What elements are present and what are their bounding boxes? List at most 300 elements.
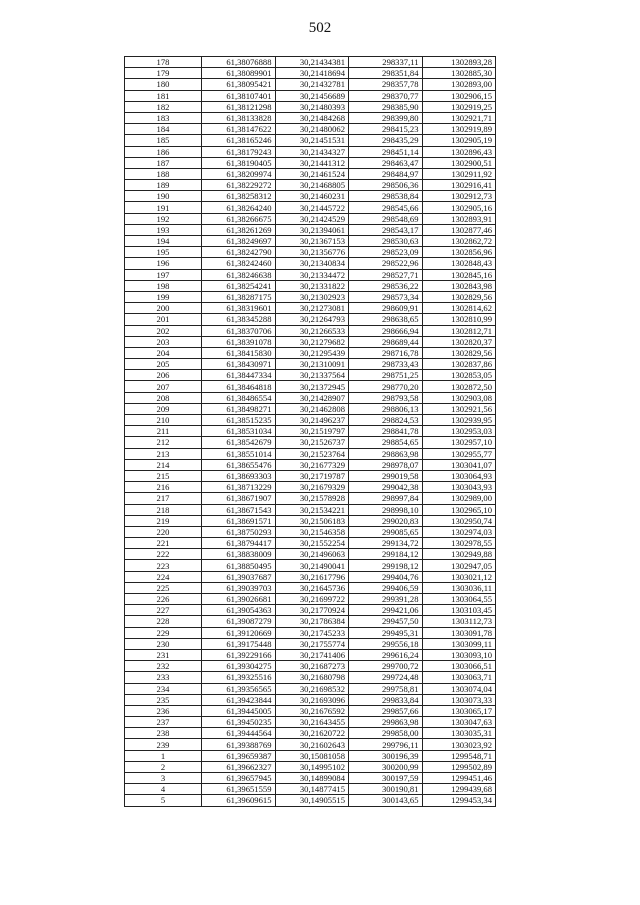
y-coordinate-cell: 1303091,78 <box>422 627 496 638</box>
table-row <box>125 124 496 135</box>
y-coordinate-cell: 1299453,34 <box>422 795 496 806</box>
x-coordinate-cell: 299858,00 <box>349 728 423 739</box>
table-row <box>125 549 496 560</box>
x-coordinate-cell: 299085,65 <box>349 526 423 537</box>
y-coordinate-cell: 1303043,93 <box>422 482 496 493</box>
y-coordinate-cell: 1303021,12 <box>422 571 496 582</box>
x-coordinate-cell: 298548,69 <box>349 213 423 224</box>
table-row <box>125 213 496 224</box>
y-coordinate-cell: 1303073,33 <box>422 694 496 705</box>
y-coordinate-cell: 1303063,71 <box>422 672 496 683</box>
longitude-cell: 30,21693096 <box>275 694 349 705</box>
table-row <box>125 146 496 157</box>
point-number-cell: 235 <box>125 694 202 705</box>
point-number-cell: 200 <box>125 303 202 314</box>
x-coordinate-cell: 298506,36 <box>349 180 423 191</box>
x-coordinate-cell: 298337,11 <box>349 57 423 68</box>
x-coordinate-cell: 300200,99 <box>349 761 423 772</box>
x-coordinate-cell: 299457,50 <box>349 616 423 627</box>
y-coordinate-cell: 1302820,37 <box>422 336 496 347</box>
latitude-cell: 61,38261269 <box>202 224 276 235</box>
point-number-cell: 214 <box>125 459 202 470</box>
longitude-cell: 30,21367153 <box>275 236 349 247</box>
longitude-cell: 30,21645736 <box>275 582 349 593</box>
y-coordinate-cell: 1302939,95 <box>422 415 496 426</box>
y-coordinate-cell: 1302893,28 <box>422 57 496 68</box>
table-row <box>125 381 496 392</box>
y-coordinate-cell: 1302893,91 <box>422 213 496 224</box>
y-coordinate-cell: 1299439,68 <box>422 784 496 795</box>
latitude-cell: 61,38391078 <box>202 336 276 347</box>
latitude-cell: 61,39388769 <box>202 739 276 750</box>
longitude-cell: 30,21680798 <box>275 672 349 683</box>
x-coordinate-cell: 298536,22 <box>349 280 423 291</box>
latitude-cell: 61,38655476 <box>202 459 276 470</box>
x-coordinate-cell: 298484,97 <box>349 168 423 179</box>
point-number-cell: 237 <box>125 717 202 728</box>
table-row <box>125 426 496 437</box>
latitude-cell: 61,39229166 <box>202 649 276 660</box>
latitude-cell: 61,38691571 <box>202 515 276 526</box>
longitude-cell: 30,21432781 <box>275 79 349 90</box>
x-coordinate-cell: 299857,66 <box>349 705 423 716</box>
longitude-cell: 30,21506183 <box>275 515 349 526</box>
x-coordinate-cell: 299700,72 <box>349 661 423 672</box>
point-number-cell: 229 <box>125 627 202 638</box>
point-number-cell: 182 <box>125 101 202 112</box>
table-row <box>125 649 496 660</box>
y-coordinate-cell: 1302919,25 <box>422 101 496 112</box>
y-coordinate-cell: 1302957,10 <box>422 437 496 448</box>
latitude-cell: 61,39445005 <box>202 705 276 716</box>
coordinates-table-body <box>125 57 496 807</box>
table-row <box>125 303 496 314</box>
y-coordinate-cell: 1302872,50 <box>422 381 496 392</box>
x-coordinate-cell: 299724,48 <box>349 672 423 683</box>
table-row <box>125 739 496 750</box>
x-coordinate-cell: 298527,71 <box>349 269 423 280</box>
longitude-cell: 30,21460231 <box>275 191 349 202</box>
x-coordinate-cell: 299019,58 <box>349 470 423 481</box>
x-coordinate-cell: 299758,81 <box>349 683 423 694</box>
latitude-cell: 61,38209974 <box>202 168 276 179</box>
table-row <box>125 605 496 616</box>
y-coordinate-cell: 1302845,16 <box>422 269 496 280</box>
longitude-cell: 30,21687273 <box>275 661 349 672</box>
latitude-cell: 61,38190405 <box>202 157 276 168</box>
point-number-cell: 231 <box>125 649 202 660</box>
table-row <box>125 705 496 716</box>
y-coordinate-cell: 1302905,16 <box>422 202 496 213</box>
longitude-cell: 30,21434327 <box>275 146 349 157</box>
table-row <box>125 594 496 605</box>
point-number-cell: 189 <box>125 180 202 191</box>
longitude-cell: 30,14995102 <box>275 761 349 772</box>
latitude-cell: 61,39175448 <box>202 638 276 649</box>
x-coordinate-cell: 298523,09 <box>349 247 423 258</box>
table-row <box>125 157 496 168</box>
y-coordinate-cell: 1303074,04 <box>422 683 496 694</box>
y-coordinate-cell: 1299502,89 <box>422 761 496 772</box>
point-number-cell: 207 <box>125 381 202 392</box>
latitude-cell: 61,38121298 <box>202 101 276 112</box>
point-number-cell: 230 <box>125 638 202 649</box>
table-row <box>125 258 496 269</box>
point-number-cell: 239 <box>125 739 202 750</box>
point-number-cell: 221 <box>125 538 202 549</box>
x-coordinate-cell: 298751,25 <box>349 370 423 381</box>
table-row <box>125 661 496 672</box>
y-coordinate-cell: 1299548,71 <box>422 750 496 761</box>
longitude-cell: 30,21279682 <box>275 336 349 347</box>
latitude-cell: 61,39120669 <box>202 627 276 638</box>
table-row <box>125 269 496 280</box>
point-number-cell: 195 <box>125 247 202 258</box>
latitude-cell: 61,38447334 <box>202 370 276 381</box>
latitude-cell: 61,38319601 <box>202 303 276 314</box>
point-number-cell: 188 <box>125 168 202 179</box>
table-row <box>125 627 496 638</box>
table-row <box>125 672 496 683</box>
x-coordinate-cell: 298998,10 <box>349 504 423 515</box>
longitude-cell: 30,21434381 <box>275 57 349 68</box>
point-number-cell: 198 <box>125 280 202 291</box>
point-number-cell: 181 <box>125 90 202 101</box>
point-number-cell: 226 <box>125 594 202 605</box>
point-number-cell: 208 <box>125 392 202 403</box>
table-row <box>125 750 496 761</box>
y-coordinate-cell: 1302974,03 <box>422 526 496 537</box>
table-row <box>125 280 496 291</box>
y-coordinate-cell: 1303041,07 <box>422 459 496 470</box>
longitude-cell: 30,21698532 <box>275 683 349 694</box>
latitude-cell: 61,38671907 <box>202 493 276 504</box>
table-row <box>125 57 496 68</box>
latitude-cell: 61,39444564 <box>202 728 276 739</box>
y-coordinate-cell: 1303065,17 <box>422 705 496 716</box>
x-coordinate-cell: 299391,28 <box>349 594 423 605</box>
table-row <box>125 325 496 336</box>
latitude-cell: 61,38258312 <box>202 191 276 202</box>
x-coordinate-cell: 298463,47 <box>349 157 423 168</box>
longitude-cell: 30,21424529 <box>275 213 349 224</box>
table-row <box>125 247 496 258</box>
table-row <box>125 236 496 247</box>
y-coordinate-cell: 1302949,88 <box>422 549 496 560</box>
y-coordinate-cell: 1302955,77 <box>422 448 496 459</box>
point-number-cell: 196 <box>125 258 202 269</box>
longitude-cell: 30,21534221 <box>275 504 349 515</box>
point-number-cell: 203 <box>125 336 202 347</box>
longitude-cell: 30,21526737 <box>275 437 349 448</box>
y-coordinate-cell: 1302810,99 <box>422 314 496 325</box>
point-number-cell: 236 <box>125 705 202 716</box>
point-number-cell: 215 <box>125 470 202 481</box>
point-number-cell: 216 <box>125 482 202 493</box>
longitude-cell: 30,21677329 <box>275 459 349 470</box>
table-row <box>125 202 496 213</box>
latitude-cell: 61,39054363 <box>202 605 276 616</box>
longitude-cell: 30,21519797 <box>275 426 349 437</box>
point-number-cell: 228 <box>125 616 202 627</box>
latitude-cell: 61,38242790 <box>202 247 276 258</box>
latitude-cell: 61,39450235 <box>202 717 276 728</box>
longitude-cell: 30,21428907 <box>275 392 349 403</box>
table-row <box>125 370 496 381</box>
x-coordinate-cell: 298530,63 <box>349 236 423 247</box>
latitude-cell: 61,39609615 <box>202 795 276 806</box>
point-number-cell: 222 <box>125 549 202 560</box>
x-coordinate-cell: 298716,78 <box>349 347 423 358</box>
longitude-cell: 30,21418694 <box>275 68 349 79</box>
longitude-cell: 30,21676592 <box>275 705 349 716</box>
longitude-cell: 30,21679329 <box>275 482 349 493</box>
table-row <box>125 448 496 459</box>
x-coordinate-cell: 298522,96 <box>349 258 423 269</box>
longitude-cell: 30,21441312 <box>275 157 349 168</box>
latitude-cell: 61,38430971 <box>202 359 276 370</box>
latitude-cell: 61,39087279 <box>202 616 276 627</box>
x-coordinate-cell: 300196,39 <box>349 750 423 761</box>
point-number-cell: 187 <box>125 157 202 168</box>
latitude-cell: 61,38133828 <box>202 112 276 123</box>
point-number-cell: 5 <box>125 795 202 806</box>
longitude-cell: 30,21719787 <box>275 470 349 481</box>
latitude-cell: 61,39662327 <box>202 761 276 772</box>
longitude-cell: 30,21490041 <box>275 560 349 571</box>
table-row <box>125 773 496 784</box>
x-coordinate-cell: 298638,65 <box>349 314 423 325</box>
latitude-cell: 61,38542679 <box>202 437 276 448</box>
point-number-cell: 1 <box>125 750 202 761</box>
y-coordinate-cell: 1302965,10 <box>422 504 496 515</box>
y-coordinate-cell: 1302862,72 <box>422 236 496 247</box>
latitude-cell: 61,39304275 <box>202 661 276 672</box>
x-coordinate-cell: 299495,31 <box>349 627 423 638</box>
latitude-cell: 61,39356565 <box>202 683 276 694</box>
latitude-cell: 61,38498271 <box>202 403 276 414</box>
latitude-cell: 61,38287175 <box>202 291 276 302</box>
longitude-cell: 30,21461524 <box>275 168 349 179</box>
longitude-cell: 30,21356776 <box>275 247 349 258</box>
x-coordinate-cell: 299406,59 <box>349 582 423 593</box>
x-coordinate-cell: 298545,66 <box>349 202 423 213</box>
x-coordinate-cell: 298666,94 <box>349 325 423 336</box>
point-number-cell: 192 <box>125 213 202 224</box>
longitude-cell: 30,21372945 <box>275 381 349 392</box>
x-coordinate-cell: 298863,98 <box>349 448 423 459</box>
x-coordinate-cell: 298770,20 <box>349 381 423 392</box>
longitude-cell: 30,21337564 <box>275 370 349 381</box>
longitude-cell: 30,21786384 <box>275 616 349 627</box>
y-coordinate-cell: 1303047,63 <box>422 717 496 728</box>
longitude-cell: 30,21266533 <box>275 325 349 336</box>
point-number-cell: 201 <box>125 314 202 325</box>
x-coordinate-cell: 298357,78 <box>349 79 423 90</box>
table-row <box>125 359 496 370</box>
point-number-cell: 234 <box>125 683 202 694</box>
latitude-cell: 61,39423844 <box>202 694 276 705</box>
point-number-cell: 183 <box>125 112 202 123</box>
point-number-cell: 210 <box>125 415 202 426</box>
longitude-cell: 30,21480062 <box>275 124 349 135</box>
y-coordinate-cell: 1302837,86 <box>422 359 496 370</box>
point-number-cell: 202 <box>125 325 202 336</box>
longitude-cell: 30,21617796 <box>275 571 349 582</box>
longitude-cell: 30,21745233 <box>275 627 349 638</box>
x-coordinate-cell: 298351,84 <box>349 68 423 79</box>
point-number-cell: 205 <box>125 359 202 370</box>
point-number-cell: 184 <box>125 124 202 135</box>
y-coordinate-cell: 1302853,05 <box>422 370 496 381</box>
longitude-cell: 30,21462808 <box>275 403 349 414</box>
table-row <box>125 437 496 448</box>
table-row <box>125 683 496 694</box>
point-number-cell: 191 <box>125 202 202 213</box>
y-coordinate-cell: 1302978,55 <box>422 538 496 549</box>
table-row <box>125 694 496 705</box>
point-number-cell: 190 <box>125 191 202 202</box>
y-coordinate-cell: 1302877,46 <box>422 224 496 235</box>
latitude-cell: 61,38266675 <box>202 213 276 224</box>
table-row <box>125 504 496 515</box>
y-coordinate-cell: 1303035,31 <box>422 728 496 739</box>
latitude-cell: 61,38850495 <box>202 560 276 571</box>
latitude-cell: 61,39651559 <box>202 784 276 795</box>
x-coordinate-cell: 299184,12 <box>349 549 423 560</box>
latitude-cell: 61,38165246 <box>202 135 276 146</box>
y-coordinate-cell: 1302900,51 <box>422 157 496 168</box>
latitude-cell: 61,38179243 <box>202 146 276 157</box>
point-number-cell: 2 <box>125 761 202 772</box>
table-row <box>125 717 496 728</box>
x-coordinate-cell: 298733,43 <box>349 359 423 370</box>
point-number-cell: 227 <box>125 605 202 616</box>
point-number-cell: 180 <box>125 79 202 90</box>
x-coordinate-cell: 298689,44 <box>349 336 423 347</box>
longitude-cell: 30,21273081 <box>275 303 349 314</box>
latitude-cell: 61,38107401 <box>202 90 276 101</box>
table-row <box>125 224 496 235</box>
table-row <box>125 79 496 90</box>
latitude-cell: 61,39659387 <box>202 750 276 761</box>
x-coordinate-cell: 299616,24 <box>349 649 423 660</box>
x-coordinate-cell: 298806,13 <box>349 403 423 414</box>
x-coordinate-cell: 299556,18 <box>349 638 423 649</box>
x-coordinate-cell: 298415,23 <box>349 124 423 135</box>
y-coordinate-cell: 1303066,51 <box>422 661 496 672</box>
point-number-cell: 185 <box>125 135 202 146</box>
y-coordinate-cell: 1303093,10 <box>422 649 496 660</box>
table-row <box>125 571 496 582</box>
longitude-cell: 30,21546358 <box>275 526 349 537</box>
table-row <box>125 168 496 179</box>
latitude-cell: 61,38147622 <box>202 124 276 135</box>
table-row <box>125 90 496 101</box>
y-coordinate-cell: 1302906,15 <box>422 90 496 101</box>
point-number-cell: 209 <box>125 403 202 414</box>
table-row <box>125 336 496 347</box>
y-coordinate-cell: 1299451,46 <box>422 773 496 784</box>
x-coordinate-cell: 298399,80 <box>349 112 423 123</box>
latitude-cell: 61,39026681 <box>202 594 276 605</box>
table-row <box>125 101 496 112</box>
x-coordinate-cell: 299020,83 <box>349 515 423 526</box>
x-coordinate-cell: 300197,59 <box>349 773 423 784</box>
latitude-cell: 61,38249697 <box>202 236 276 247</box>
latitude-cell: 61,39039703 <box>202 582 276 593</box>
table-row <box>125 526 496 537</box>
x-coordinate-cell: 298385,90 <box>349 101 423 112</box>
table-row <box>125 135 496 146</box>
y-coordinate-cell: 1302829,56 <box>422 347 496 358</box>
page-number: 502 <box>308 20 332 36</box>
latitude-cell: 61,38515235 <box>202 415 276 426</box>
longitude-cell: 30,21602643 <box>275 739 349 750</box>
point-number-cell: 217 <box>125 493 202 504</box>
point-number-cell: 223 <box>125 560 202 571</box>
x-coordinate-cell: 299042,38 <box>349 482 423 493</box>
latitude-cell: 61,38246638 <box>202 269 276 280</box>
latitude-cell: 61,38713229 <box>202 482 276 493</box>
longitude-cell: 30,14899084 <box>275 773 349 784</box>
latitude-cell: 61,38464818 <box>202 381 276 392</box>
x-coordinate-cell: 298538,84 <box>349 191 423 202</box>
longitude-cell: 30,21468805 <box>275 180 349 191</box>
longitude-cell: 30,21755774 <box>275 638 349 649</box>
x-coordinate-cell: 298997,84 <box>349 493 423 504</box>
y-coordinate-cell: 1302912,73 <box>422 191 496 202</box>
latitude-cell: 61,38229272 <box>202 180 276 191</box>
y-coordinate-cell: 1302812,71 <box>422 325 496 336</box>
longitude-cell: 30,15081058 <box>275 750 349 761</box>
y-coordinate-cell: 1302950,74 <box>422 515 496 526</box>
x-coordinate-cell: 299404,76 <box>349 571 423 582</box>
latitude-cell: 61,38693303 <box>202 470 276 481</box>
longitude-cell: 30,14877415 <box>275 784 349 795</box>
longitude-cell: 30,21394061 <box>275 224 349 235</box>
latitude-cell: 61,38486554 <box>202 392 276 403</box>
longitude-cell: 30,21340834 <box>275 258 349 269</box>
y-coordinate-cell: 1302921,56 <box>422 403 496 414</box>
point-number-cell: 193 <box>125 224 202 235</box>
latitude-cell: 61,39037687 <box>202 571 276 582</box>
x-coordinate-cell: 300143,65 <box>349 795 423 806</box>
x-coordinate-cell: 298435,29 <box>349 135 423 146</box>
point-number-cell: 199 <box>125 291 202 302</box>
y-coordinate-cell: 1302848,43 <box>422 258 496 269</box>
x-coordinate-cell: 299796,11 <box>349 739 423 750</box>
x-coordinate-cell: 298573,34 <box>349 291 423 302</box>
x-coordinate-cell: 298793,58 <box>349 392 423 403</box>
table-row <box>125 415 496 426</box>
longitude-cell: 30,21741406 <box>275 649 349 660</box>
x-coordinate-cell: 299134,72 <box>349 538 423 549</box>
latitude-cell: 61,38838009 <box>202 549 276 560</box>
point-number-cell: 218 <box>125 504 202 515</box>
table-row <box>125 638 496 649</box>
point-number-cell: 211 <box>125 426 202 437</box>
x-coordinate-cell: 298841,78 <box>349 426 423 437</box>
y-coordinate-cell: 1302911,92 <box>422 168 496 179</box>
table-row <box>125 515 496 526</box>
longitude-cell: 30,21334472 <box>275 269 349 280</box>
point-number-cell: 213 <box>125 448 202 459</box>
table-row <box>125 459 496 470</box>
longitude-cell: 30,21620722 <box>275 728 349 739</box>
table-row <box>125 616 496 627</box>
x-coordinate-cell: 299421,06 <box>349 605 423 616</box>
